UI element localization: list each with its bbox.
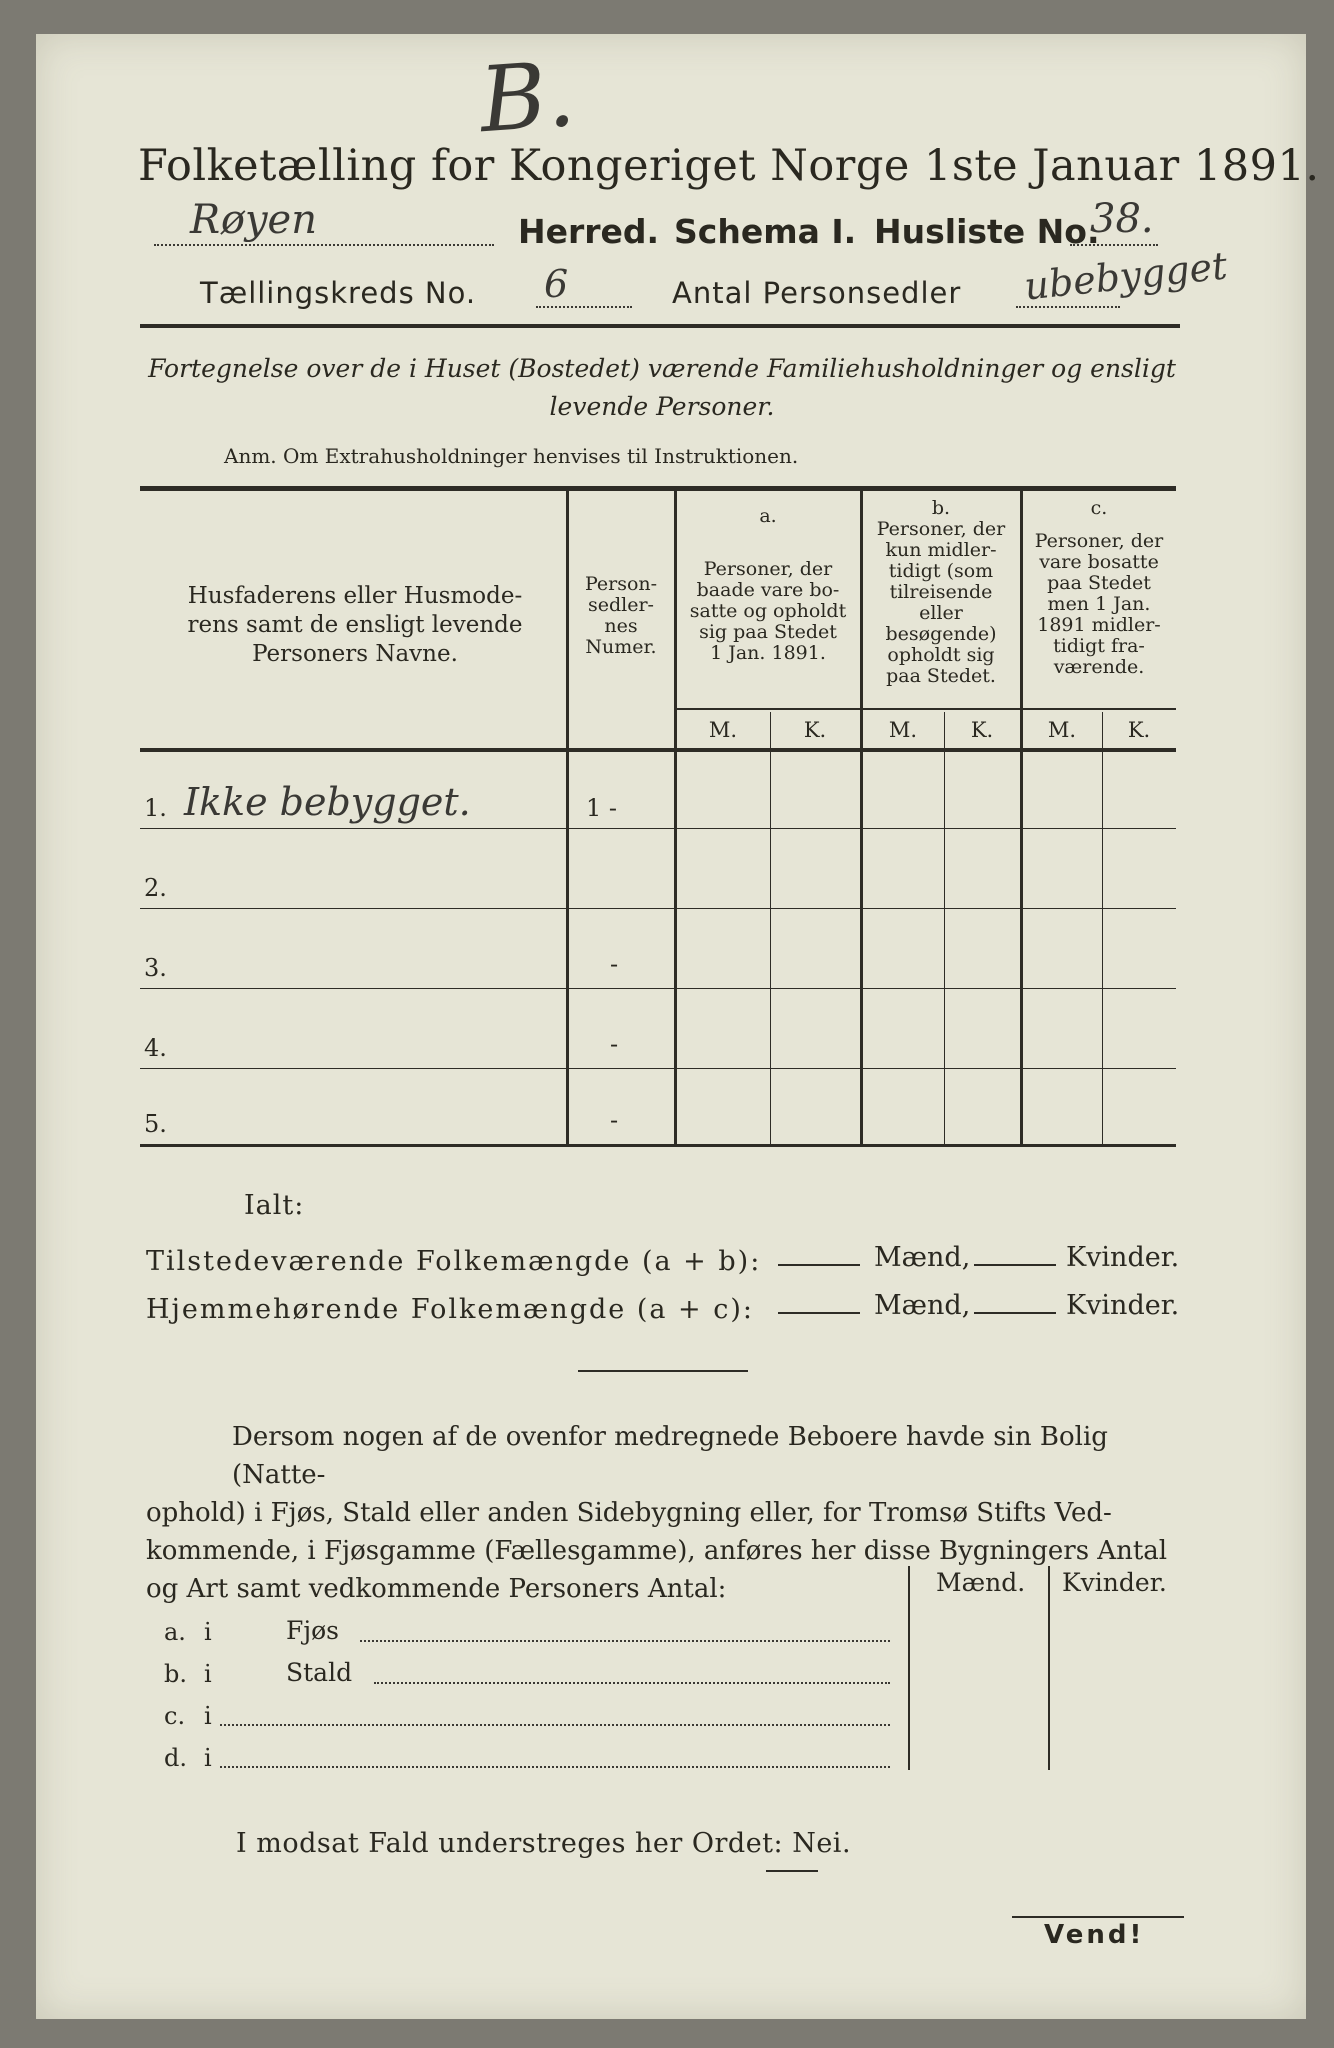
building-i: i: [204, 1660, 212, 1688]
tilstede-maend-label: Mænd,: [874, 1242, 971, 1273]
names-header-line: Personers Navne.: [252, 641, 458, 667]
names-header-line: Husfaderens eller Husmode-: [187, 583, 523, 609]
col-c-line: 1891 midler-: [1037, 614, 1161, 636]
mk-line-b: [862, 708, 1020, 710]
tilstede-kvinder-line: [974, 1264, 1056, 1266]
col-c-k-label: K.: [1127, 718, 1151, 742]
building-dotted-line: [374, 1682, 890, 1684]
col-b-header: [862, 498, 1020, 687]
row-number: 1.: [144, 794, 167, 822]
building-dotted-line: [220, 1766, 890, 1768]
col-c-m-label: M.: [1047, 718, 1077, 742]
personsedler-dotted-line: [1016, 306, 1120, 308]
row-person-number: -: [610, 1030, 619, 1058]
row-name: Ikke bebygget.: [184, 780, 471, 824]
ialt-label: Ialt:: [244, 1190, 305, 1221]
mk-line-c: [1022, 708, 1176, 710]
modsat-note: I modsat Fald understreges her Ordet: Nei.: [236, 1828, 852, 1859]
col-b-line: tilreisende: [889, 581, 993, 603]
col-b-line: opholdt sig: [887, 644, 995, 666]
buildings-sep-2: [1048, 1566, 1050, 1770]
mk-line-a: [676, 708, 860, 710]
row-person-number: 1 -: [586, 794, 618, 822]
col-b-line: paa Stedet.: [886, 665, 996, 687]
hjemme-maend-label: Mænd,: [874, 1290, 971, 1321]
husliste-label: Husliste No.: [874, 212, 1100, 251]
building-dotted-line: [360, 1640, 890, 1642]
number-header-line: Person-: [584, 573, 658, 595]
herred-dotted-line: [154, 244, 494, 246]
kreds-dotted-line: [536, 306, 632, 308]
hjemme-maend-line: [778, 1312, 860, 1314]
number-column-header: [568, 574, 674, 658]
col-c-line: paa Stedet: [1047, 572, 1151, 594]
col-a-line: baade vare bo-: [696, 579, 840, 601]
tilstede-label: Tilstedeværende Folkemængde (a + b):: [146, 1246, 762, 1277]
subtitle-line-1: Fortegnelse over de i Huset (Bostedet) værende Familiehusholdninger og ensligt: [148, 354, 1176, 383]
section-divider: [578, 1370, 748, 1372]
buildings-sep-1: [908, 1566, 910, 1770]
husliste-dotted-line: [1070, 244, 1158, 246]
tilstede-maend-line: [778, 1264, 860, 1266]
personsedler-label: Antal Personsedler: [672, 276, 962, 310]
buildings-maend-header: Mænd.: [936, 1568, 1026, 1597]
names-column-header: [150, 582, 560, 669]
col-a-line: satte og opholdt: [689, 600, 847, 622]
row-line: [140, 828, 1176, 829]
row-number: 5.: [144, 1110, 167, 1138]
row-number: 2.: [144, 874, 167, 902]
row-person-number: -: [610, 950, 619, 978]
row-line: [140, 908, 1176, 909]
row-number: 3.: [144, 954, 167, 982]
paragraph-line: kommende, i Fjøsgamme (Fællesgamme), anføres her disse Bygningers Antal: [146, 1536, 1168, 1566]
col-a-line: sig paa Stedet: [699, 621, 837, 643]
building-letter: c.: [164, 1702, 186, 1730]
buildings-paragraph: [146, 1418, 1186, 1608]
col-b-line: besøgende): [885, 623, 997, 645]
building-row: [160, 1698, 900, 1734]
building-row: [160, 1740, 900, 1776]
number-header-line: nes: [604, 615, 638, 637]
building-letter: b.: [164, 1660, 187, 1688]
building-label: Stald: [286, 1658, 353, 1687]
row-person-number: -: [610, 1106, 619, 1134]
col-c-line: tidigt fra-: [1053, 635, 1145, 657]
annotation-note: Anm. Om Extrahusholdninger henvises til Instruktionen.: [224, 444, 799, 468]
col-b-line: kun midler-: [885, 539, 997, 561]
names-header-line: rens samt de ensligt levende: [187, 612, 523, 638]
kreds-label: Tællingskreds No.: [200, 276, 477, 310]
col-b-m-label: M.: [888, 718, 918, 742]
col-c-line: værende.: [1053, 656, 1145, 678]
header-rule: [140, 324, 1180, 328]
table-row: [140, 1108, 1176, 1148]
building-i: i: [204, 1744, 212, 1772]
col-a-line: Personer, der: [703, 558, 833, 580]
building-letter: d.: [164, 1744, 187, 1772]
col-a-letter: a.: [759, 505, 777, 527]
col-b-k-label: K.: [970, 718, 994, 742]
paragraph-line: og Art samt vedkommende Personers Antal:: [146, 1574, 727, 1604]
husliste-value: 38.: [1090, 196, 1154, 242]
building-i: i: [204, 1618, 212, 1646]
page-title: Folketælling for Kongeriget Norge 1ste Januar 1891.: [138, 141, 1320, 191]
building-row: [160, 1656, 900, 1692]
mk-sep-a: [770, 712, 771, 1146]
building-letter: a.: [164, 1618, 186, 1646]
table-row: [140, 1028, 1176, 1068]
paragraph-line: Dersom nogen af de ovenfor medregnede Beboere havde sin Bolig (Natte-: [232, 1422, 1108, 1490]
col-a-m-label: M.: [708, 718, 738, 742]
buildings-kvinder-header: Kvinder.: [1062, 1568, 1167, 1597]
herred-value: Røyen: [190, 197, 317, 243]
personsedler-value: ubebygget: [1022, 243, 1230, 309]
row-line: [140, 988, 1176, 989]
hjemme-kvinder-line: [974, 1312, 1056, 1314]
building-row: [160, 1614, 900, 1650]
kreds-value: 6: [544, 262, 569, 306]
number-header-line: Numer.: [585, 636, 657, 658]
nei-underline: [766, 1870, 818, 1872]
table-row: [140, 868, 1176, 908]
col-c-line: Personer, der: [1034, 530, 1164, 552]
vend-rule: [1012, 1916, 1184, 1918]
building-label: Fjøs: [286, 1616, 339, 1645]
mk-sep-c: [1102, 712, 1103, 1146]
col-b-line: eller: [919, 602, 963, 624]
subtitle-line-2: levende Personer.: [549, 392, 775, 421]
table-row: [140, 780, 1176, 828]
col-c-line: men 1 Jan.: [1047, 593, 1151, 615]
col-b-line: tidigt (som: [888, 560, 994, 582]
col-b-line: Personer, der: [876, 518, 1006, 540]
col-c-letter: c.: [1090, 497, 1108, 519]
row-line: [140, 1068, 1176, 1069]
number-header-line: sedler-: [588, 594, 654, 616]
hjemme-kvinder-label: Kvinder.: [1066, 1290, 1180, 1321]
vend-label: Vend!: [1044, 1920, 1145, 1950]
col-c-header: [1022, 498, 1176, 678]
paragraph-line: ophold) i Fjøs, Stald eller anden Sidebygning eller, for Tromsø Stifts Ved-: [146, 1498, 1112, 1528]
mk-sep-b: [944, 712, 945, 1146]
row-number: 4.: [144, 1034, 167, 1062]
schema-label: Schema I.: [674, 212, 857, 251]
col-b-letter: b.: [931, 497, 951, 519]
building-i: i: [204, 1702, 212, 1730]
table-row: [140, 948, 1176, 988]
col-a-header: [676, 506, 860, 664]
hjemme-label: Hjemmehørende Folkemængde (a + c):: [146, 1294, 754, 1325]
col-a-line: 1 Jan. 1891.: [710, 642, 826, 664]
building-dotted-line: [220, 1724, 890, 1726]
col-c-line: vare bosatte: [1039, 551, 1159, 573]
corner-mark: B.: [476, 41, 579, 154]
herred-label: Herred.: [518, 212, 660, 251]
tilstede-kvinder-label: Kvinder.: [1066, 1242, 1180, 1273]
col-a-k-label: K.: [803, 718, 827, 742]
